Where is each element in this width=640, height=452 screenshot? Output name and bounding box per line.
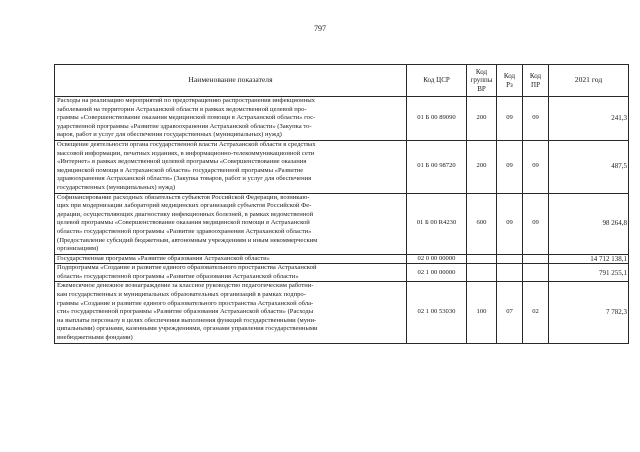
row-rz-code: 09: [497, 140, 523, 193]
row-csr-code: 01 Б 00 R4230: [407, 193, 467, 254]
row-csr-code: 01 Б 00 98720: [407, 140, 467, 193]
row-pr-code: 09: [523, 140, 549, 193]
row-amount: 7 782,3: [549, 282, 629, 343]
header-pr-code: Код ПР: [523, 65, 549, 97]
row-csr-code: 01 Б 00 89090: [407, 97, 467, 141]
row-name: Освещение деятельности органа государственной власти Астраханской области в средствах массовой информации, печатных изданиях, в информационно-телекоммуникационной сети «Интернет» в рамках ведомственной целевой программы «Совершенствование оказания медицинской помощи в Астраханской области» государственной программы «Развитие здравоохранения Астраханской области» (Закупка товаров, работ и услуг для обеспечения государственных (муниципальных) нужд): [55, 140, 407, 193]
row-vr-code: [467, 254, 497, 264]
table-header-row: [55, 65, 629, 97]
row-name: Подпрограмма «Создание и развитие единого образовательного пространства Астраханской области» государственной программы «Развитие образования Астраханской области»: [55, 264, 407, 282]
header-name: Наименование показателя: [55, 65, 407, 97]
row-name: Расходы на реализацию мероприятий по предотвращению распространения инфекционных заболеваний на территории Астраханской области в рамках ведомственной целевой про- граммы «Совершенствование оказания медицинской помощи в Астраханской области» гос- ударственной программы «Развитие здравоохранения Астраханской области» (Закупка то- варов, работ и услуг для обеспечения государственных (муниципальных) нужд): [55, 97, 407, 141]
row-rz-code: [497, 254, 523, 264]
row-pr-code: [523, 254, 549, 264]
row-csr-code: 02 1 00 53030: [407, 282, 467, 343]
row-rz-code: 07: [497, 282, 523, 343]
row-amount: 241,3: [549, 97, 629, 141]
row-vr-code: 100: [467, 282, 497, 343]
row-rz-code: 09: [497, 193, 523, 254]
row-name: Ежемесячное денежное вознаграждение за классное руководство педагогическим работни- кам государственных и муниципальных образовательных организаций в рамках подпро- граммы «Создание и развитие единого образовательного пространства Астраханской обла- сти» государственной программы «Развитие образования Астраханской области» (Расходы на выплаты персоналу в целях обеспечения выполнения функций государственными (муни- ципальными) органами, казенными учреждениями, органами управления государственными внебюджетными фондами): [55, 282, 407, 343]
row-amount: 98 264,8: [549, 193, 629, 254]
table-row: [55, 193, 629, 254]
row-rz-code: 09: [497, 97, 523, 141]
row-name: Софинансирование расходных обязательств субъектов Российской Федерации, возникаю- щих при модернизации лабораторий медицинских организаций субъектов Российской Фе- дерации, осуществляющих диагностику инфекционных болезней, в рамках ведомственной целевой программы «Совершенствование оказания медицинской помощи в Астраханской области» государственной программы «Развитие здравоохранения Астраханской области» (Предоставление субсидий бюджетным, автономным учреждениям и иным некоммерческим организациям): [55, 193, 407, 254]
row-pr-code: 09: [523, 193, 549, 254]
table-row: [55, 140, 629, 193]
header-csr-code: Код ЦСР: [407, 65, 467, 97]
header-rz-code: Код Рз: [497, 65, 523, 97]
table-row: [55, 97, 629, 141]
row-vr-code: [467, 264, 497, 282]
header-vr-code: Код группы ВР: [467, 65, 497, 97]
row-pr-code: [523, 264, 549, 282]
table-row: [55, 264, 629, 282]
row-csr-code: 02 0 00 00000: [407, 254, 467, 264]
page-number: 797: [314, 24, 326, 33]
table-row: [55, 254, 629, 264]
row-name: Государственная программа «Развитие образования Астраханской области»: [55, 254, 407, 264]
row-vr-code: 600: [467, 193, 497, 254]
table-row: [55, 282, 629, 343]
row-rz-code: [497, 264, 523, 282]
row-pr-code: 02: [523, 282, 549, 343]
row-amount: 14 712 138,1: [549, 254, 629, 264]
row-amount: 487,5: [549, 140, 629, 193]
row-amount: 791 255,1: [549, 264, 629, 282]
header-year: 2021 год: [549, 65, 629, 97]
row-vr-code: 200: [467, 97, 497, 141]
row-csr-code: 02 1 00 00000: [407, 264, 467, 282]
budget-table: [54, 64, 629, 344]
row-vr-code: 200: [467, 140, 497, 193]
row-pr-code: 09: [523, 97, 549, 141]
